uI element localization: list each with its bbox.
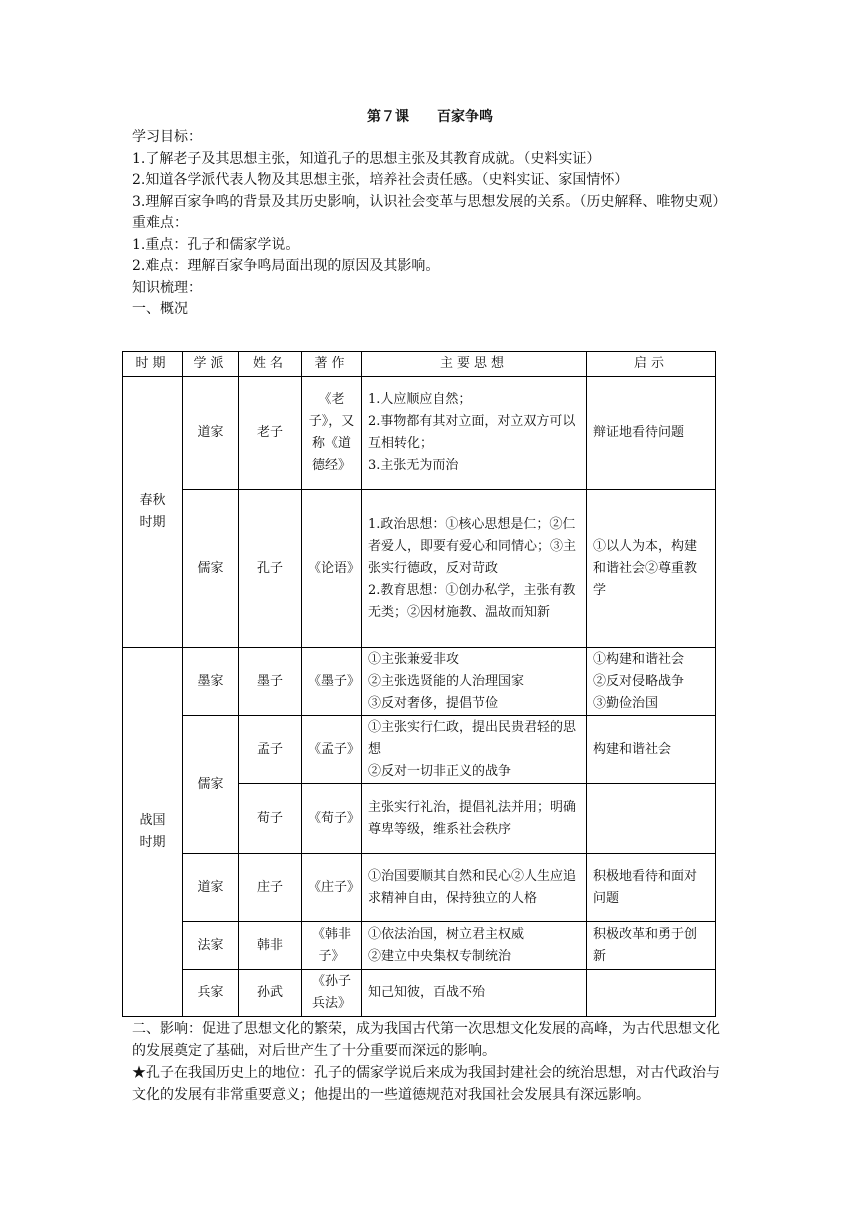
lesson-cell: 构建和谐社会: [587, 716, 716, 784]
objective-item: 3.理解百家争鸣的背景及其历史影响，认识社会变革与思想发展的关系。（历史解释、唯物史观）: [132, 193, 727, 210]
table-row: [123, 716, 716, 784]
school-cell: 儒家: [183, 716, 239, 854]
idea-cell: ①治国要顺其自然和民心②人生应追求精神自由，保持独立的人格: [362, 854, 587, 922]
work-cell: 《庄子》: [302, 854, 362, 922]
idea-cell: ①主张实行仁政，提出民贵君轻的思想 ②反对一切非正义的战争: [362, 716, 587, 784]
lesson-cell: 积极地看待和面对问题: [587, 854, 716, 922]
lesson-cell: [587, 784, 716, 854]
objectives-heading: 学习目标：: [132, 129, 202, 145]
objective-item: 1.了解老子及其思想主张，知道孔子的思想主张及其教育成就。（史料实证）: [132, 150, 601, 167]
influence-paragraph: 二、影响：促进了思想文化的繁荣，成为我国古代第一次思想文化发展的高峰，为古代思想文化的发展奠定了基础，对后世产生了十分重要而深远的影响。: [132, 1021, 720, 1059]
idea-cell: ①依法治国，树立君主权威 ②建立中央集权专制统治: [362, 922, 587, 970]
lesson-cell: [587, 970, 716, 1017]
table-row: [123, 970, 716, 1017]
lesson-cell: ①以人为本，构建和谐社会②尊重教学: [587, 490, 716, 648]
idea-cell: ①主张兼爱非攻 ②主张选贤能的人治理国家 ③反对奢侈，提倡节俭: [362, 648, 587, 716]
key-point-item: 2.难点：理解百家争鸣局面出现的原因及其影响。: [132, 258, 440, 274]
table-header-row: [123, 352, 716, 377]
school-cell: 墨家: [183, 648, 239, 716]
idea-cell: 知己知彼，百战不殆: [362, 970, 587, 1017]
work-cell: 《韩非子》: [302, 922, 362, 970]
header-cell: 姓名: [239, 352, 302, 377]
header-cell: 主要思想: [362, 352, 587, 377]
header-cell: 时期: [123, 352, 183, 377]
name-cell: 荀子: [239, 784, 302, 854]
work-cell: 《墨子》: [302, 648, 362, 716]
overview-table: [122, 351, 716, 1017]
idea-cell: 1.人应顺应自然； 2.事物都有其对立面，对立双方可以互相转化； 3.主张无为而治: [362, 377, 587, 490]
table-row: [123, 490, 716, 648]
section-heading-overview: 一、概况: [132, 301, 188, 317]
idea-cell: 1.政治思想：①核心思想是仁；②仁者爱人，即要有爱心和同情心；③主张实行德政，反对苛政 2.教育思想：①创办私学，主张有教无类；②因材施教、温故而知新: [362, 490, 587, 648]
header-cell: 启示: [587, 352, 716, 377]
header-cell: 著作: [302, 352, 362, 377]
key-points-heading: 重难点：: [132, 215, 188, 231]
period-cell: 战国时期: [123, 648, 183, 1017]
table-row: [123, 922, 716, 970]
header-cell: 学派: [183, 352, 239, 377]
table-row: [123, 377, 716, 490]
name-cell: 老子: [239, 377, 302, 490]
name-cell: 孟子: [239, 716, 302, 784]
idea-cell: 主张实行礼治，提倡礼法并用；明确尊卑等级，维系社会秩序: [362, 784, 587, 854]
key-point-item: 1.重点：孔子和儒家学说。: [132, 236, 300, 253]
school-cell: 兵家: [183, 970, 239, 1017]
name-cell: 墨子: [239, 648, 302, 716]
name-cell: 韩非: [239, 922, 302, 970]
intro-section: [132, 127, 732, 321]
confucius-note: ★孔子在我国历史上的地位：孔子的儒家学说后来成为我国封建社会的统治思想，对古代政治与文化的发展有非常重要意义；他提出的一些道德规范对我国社会发展具有深远影响。: [132, 1065, 720, 1103]
period-cell: 春秋时期: [123, 377, 183, 648]
knowledge-heading: 知识梳理：: [132, 279, 202, 296]
name-cell: 孙武: [239, 970, 302, 1017]
lesson-cell: 积极改革和勇于创新: [587, 922, 716, 970]
school-cell: 道家: [183, 377, 239, 490]
school-cell: 儒家: [183, 490, 239, 648]
work-cell: 《老子》，又称《道德经》: [302, 377, 362, 490]
work-cell: 《孟子》: [302, 716, 362, 784]
objective-item: 2.知道各学派代表人物及其思想主张，培养社会责任感。（史料实证、家国情怀）: [132, 172, 629, 188]
school-cell: 法家: [183, 922, 239, 970]
table-row: [123, 648, 716, 716]
lesson-title: [0, 106, 860, 126]
name-cell: 孔子: [239, 490, 302, 648]
lesson-name: 百家争鸣: [437, 109, 493, 125]
name-cell: 庄子: [239, 854, 302, 922]
table-row: [123, 854, 716, 922]
work-cell: 《论语》: [302, 490, 362, 648]
lesson-cell: ①构建和谐社会 ②反对侵略战争 ③勤俭治国: [587, 648, 716, 716]
work-cell: 《孙子兵法》: [302, 970, 362, 1017]
school-cell: 道家: [183, 854, 239, 922]
lesson-cell: 辩证地看待问题: [587, 377, 716, 490]
lesson-number: 第７课: [367, 109, 409, 125]
work-cell: 《荀子》: [302, 784, 362, 854]
conclusion-section: [132, 1018, 732, 1106]
